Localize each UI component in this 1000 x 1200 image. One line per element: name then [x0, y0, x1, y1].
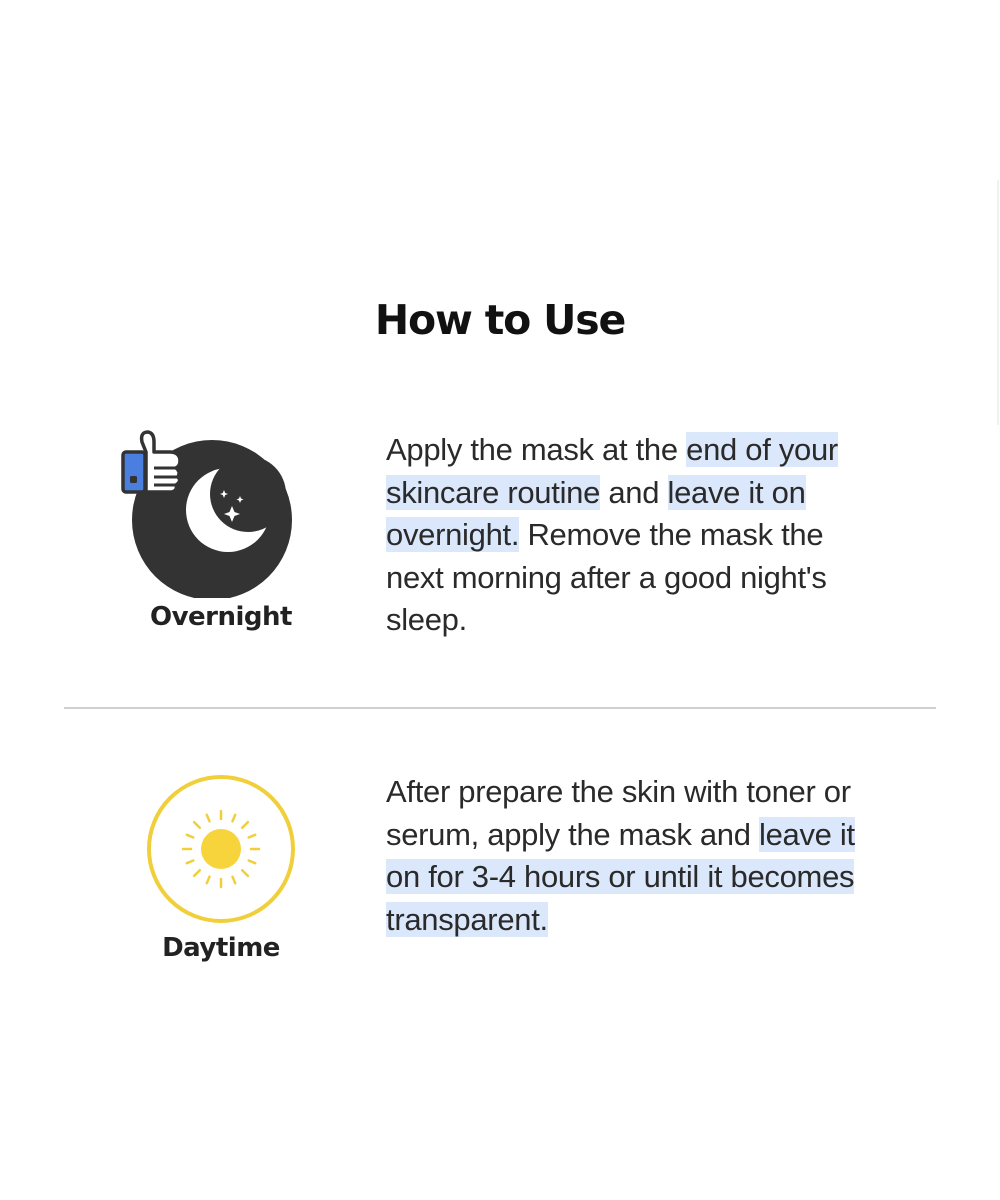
overnight-text-highlight: end of your skincare routine — [386, 432, 838, 510]
page-title: How to Use — [374, 296, 626, 344]
overnight-text-highlight: leave it on overnight. — [386, 474, 806, 552]
overnight-text-part: and — [600, 474, 668, 510]
overnight-text-part: Remove the mask the next morning after a good night's sleep. — [386, 517, 827, 637]
section-divider — [64, 707, 936, 709]
daytime-text-highlight: leave it on for 3-4 hours or until it becomes transparent. — [386, 816, 855, 937]
moon-thumbs-up-icon — [116, 428, 306, 598]
daytime-instructions — [386, 771, 866, 941]
overnight-instructions — [386, 429, 866, 642]
overnight-text-part: Apply the mask at the — [386, 432, 687, 467]
daytime-icon — [145, 773, 297, 925]
sun-icon — [145, 773, 297, 925]
daytime-text-part: After prepare the skin with toner or serum, apply the mask and — [386, 774, 851, 852]
daytime-label: Daytime — [162, 933, 280, 963]
overnight-icon — [116, 428, 306, 598]
overnight-label: Overnight — [150, 602, 292, 632]
